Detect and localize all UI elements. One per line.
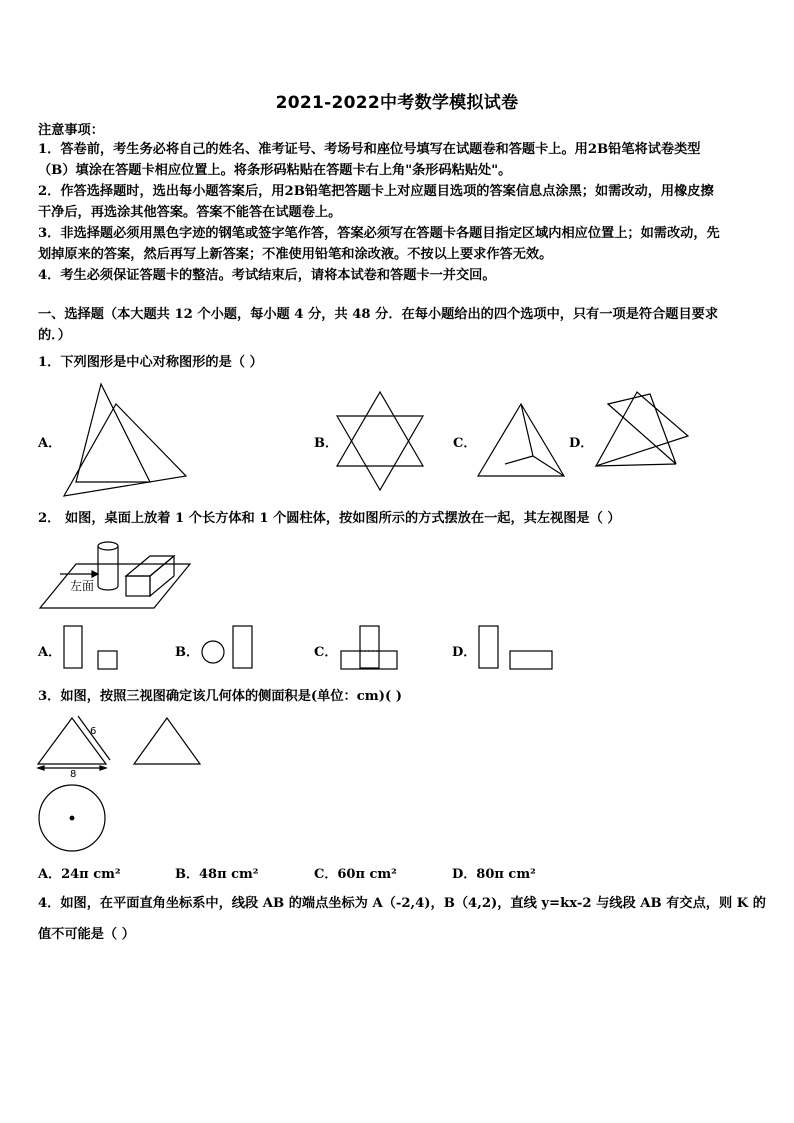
notice-line: 2．作答选择题时，选出每小题答案后，用2B铅笔把答题卡上对应题目选项的答案信息点涂黑；如需改动，用橡皮擦 [38,184,714,199]
q1-option-a-label: A． [38,436,62,451]
notice-line: （B）填涂在答题卡相应位置上。将条形码粘贴在答题卡右上角"条形码粘贴处"。 [38,163,512,178]
section-heading: 一、选择题（本大题共 12 个小题，每小题 4 分，共 48 分．在每小题给出的四个选项中，只有一项是符合题目要求 [38,307,719,322]
q2-option-b-label: B． [175,645,199,660]
notice-line: 1．答卷前，考生务必将自己的姓名、准考证号、考场号和座位号填写在试题卷和答题卡上。用2B铅笔将试卷类型 [38,142,701,157]
q3-slant-dimension: 6 [90,726,97,737]
q3-option-c: C．60π cm² [314,867,397,882]
notice-line: 3．非选择题必须用黑色字迹的钢笔或签字笔作答，答案必须写在答题卡各题目指定区域内相应位置上；如需改动，先 [38,226,720,241]
q1-stem: 1．下列图形是中心对称图形的是（ ） [38,355,263,370]
q3-option-b: B．48π cm² [175,867,259,882]
q3-front-view [38,716,110,770]
notice-line: 划掉原来的答案，然后再写上新答案；不准使用铅笔和涂改液。不按以上要求作答无效。 [38,247,553,262]
q3-option-d: D．80π cm² [452,867,536,882]
q3-option-a: A．24π cm² [38,867,121,882]
q2-stem: 2． 如图，桌面上放着 1 个长方体和 1 个圆柱体，按如图所示的方式摆放在一起，其左视图是（ ） [38,511,621,526]
q2-option-c-label: C． [314,645,338,660]
q3-top-view [39,785,105,851]
q4-stem: 4．如图，在平面直角坐标系中，线段 AB 的端点坐标为 A（-2,4)，B（4,2)，直线 y=kx-2 与线段 AB 有交点，则 K 的 [38,896,766,911]
page-title: 2021-2022中考数学模拟试卷 [275,93,519,113]
q2-option-a-label: A． [38,645,62,660]
notice-heading: 注意事项： [38,123,104,138]
q3-side-view [134,718,200,764]
notice-line: 干净后，再选涂其他答案。答案不能答在试题卷上。 [38,205,342,220]
q4-stem-cont: 值不可能是（ ） [38,927,135,942]
q1-option-d-label: D． [569,436,594,451]
q2-left-face-label: 左面 [70,579,95,593]
q1-option-c-label: C． [453,436,477,451]
q3-base-dimension: 8 [70,769,77,780]
q3-stem: 3．如图，按照三视图确定该几何体的侧面积是(单位：cm)( ) [38,689,403,704]
section-heading-cont: 的．） [38,328,71,343]
notice-line: 4．考生必须保证答题卡的整洁。考试结束后，请将本试卷和答题卡一并交回。 [38,268,496,283]
q2-option-d-label: D． [452,645,477,660]
q1-option-b-label: B． [314,436,338,451]
